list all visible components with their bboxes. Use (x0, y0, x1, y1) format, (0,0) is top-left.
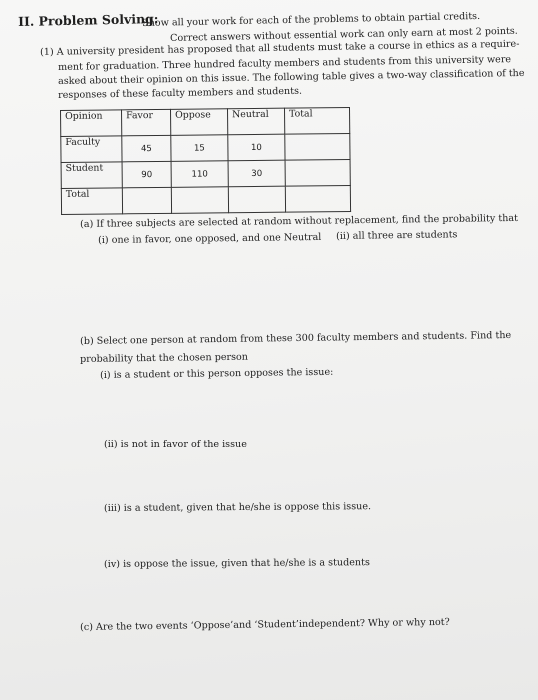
table-header-row (61, 107, 350, 136)
cell-faculty-favor: 45 (122, 135, 171, 162)
question-a: (a) If three subjects are selected at random without replacement, find the probability that (80, 212, 519, 230)
cell-student-neutral: 30 (228, 160, 285, 187)
instruction-line-2: Correct answers without essential work can only earn at most 2 points. (170, 25, 518, 44)
cell-faculty-total (285, 133, 350, 160)
row-label-faculty: Faculty (61, 136, 122, 163)
table-row (61, 159, 350, 188)
cell-student-favor: 90 (122, 161, 171, 188)
question-a-i: (i) one in favor, one opposed, and one Neutral (98, 231, 322, 246)
cell-student-total (285, 159, 350, 186)
instruction-line-1: Show all your work for each of the problems to obtain partial credits. (142, 10, 481, 29)
cell-faculty-oppose: 15 (171, 135, 228, 162)
table-row (61, 185, 350, 214)
classification-table (60, 107, 351, 215)
row-label-student: Student (61, 162, 122, 189)
cell-student-oppose: 110 (171, 161, 228, 188)
problem-text-line-2: ment for graduation. Three hundred faculty members and students from this university were (58, 54, 512, 73)
section-title: II. Problem Solving: (18, 11, 159, 29)
question-b-iii: (iii) is a student, given that he/she is oppose this issue. (104, 501, 372, 514)
question-a-ii: (ii) all three are students (336, 229, 458, 242)
question-b: (b) Select one person at random from these 300 faculty members and students. Find the (80, 329, 512, 347)
header-favor: Favor (122, 109, 171, 136)
header-total: Total (284, 107, 349, 134)
question-b-i: (i) is a student or this person opposes the issue: (100, 366, 334, 381)
problem-text-line-3: asked about their opinion on this issue. The following table gives a two-way classification of the (58, 67, 525, 87)
cell-total-neutral (228, 186, 285, 213)
row-label-total: Total (61, 188, 122, 215)
header-oppose: Oppose (170, 109, 227, 136)
problem-text-line-4: responses of these faculty members and students. (58, 85, 303, 101)
problem-text-line-1: (1) A university president has proposed that all students must take a course in ethics as a require- (40, 38, 520, 58)
header-opinion: Opinion (61, 110, 122, 137)
cell-faculty-neutral: 10 (228, 134, 285, 161)
cell-total-favor (122, 187, 171, 214)
header-neutral: Neutral (227, 108, 284, 135)
cell-total-oppose (171, 187, 228, 214)
cell-total-total (285, 185, 350, 212)
question-b-line-2: probability that the chosen person (80, 351, 249, 365)
question-b-ii: (ii) is not in favor of the issue (104, 439, 247, 450)
question-c: (c) Are the two events ‘Oppose’and ‘Student’independent? Why or why not? (80, 616, 450, 633)
question-b-iv: (iv) is oppose the issue, given that he/she is a students (104, 557, 370, 570)
table-row (61, 133, 350, 162)
